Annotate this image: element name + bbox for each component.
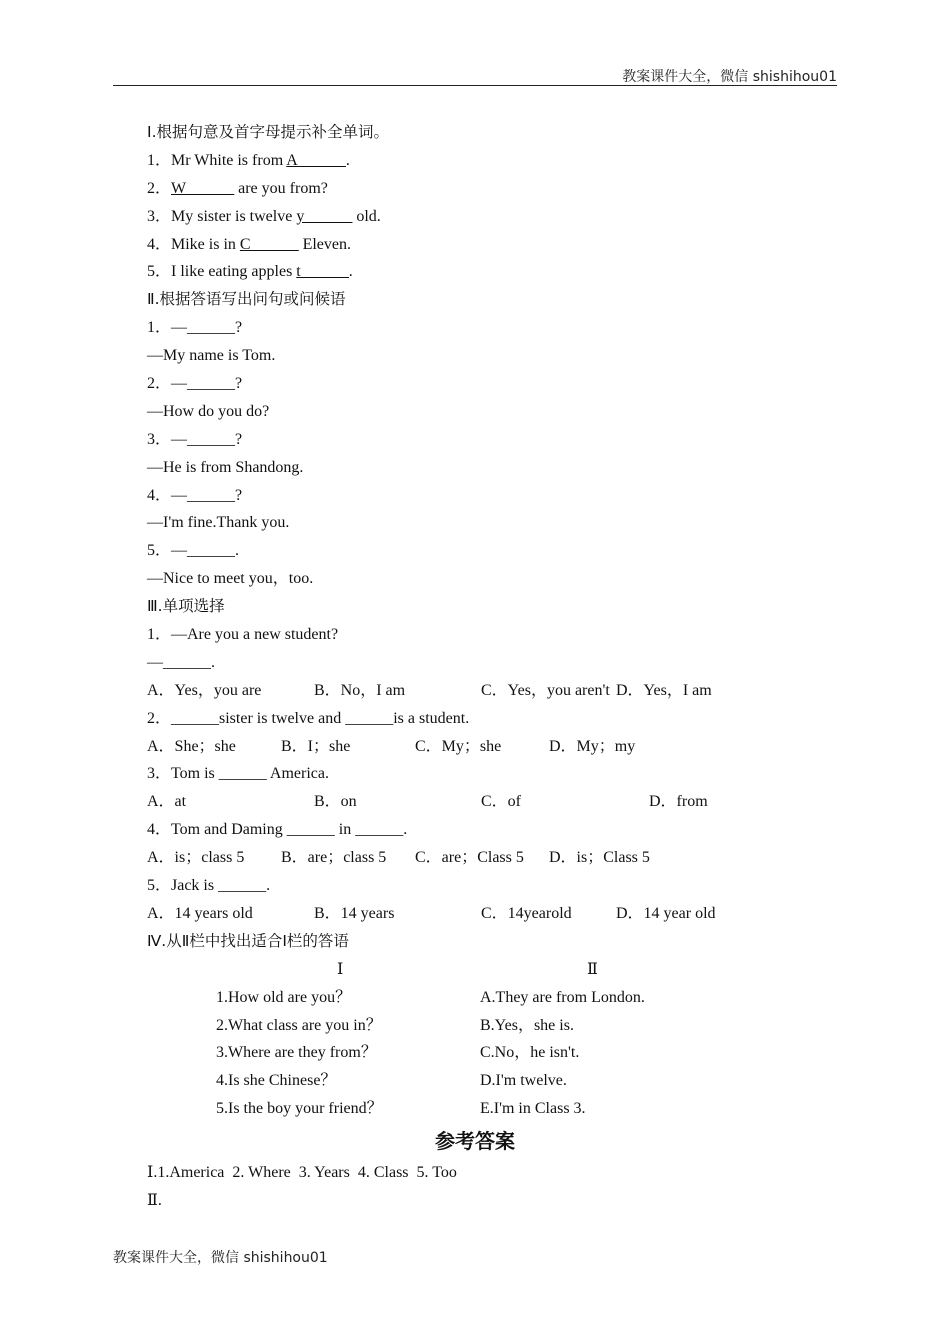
option: C．are；Class 5 [415,849,524,867]
answer-key-title: 参考答案 [435,1129,515,1154]
option-row [147,677,847,705]
match-row [147,1095,847,1123]
option: B．No，I am [314,681,406,699]
match-question: 5.Is the boy your friend？ [216,1100,383,1118]
option-row [147,900,847,928]
column-2-heading: Ⅱ [587,960,598,978]
answer-line: Ⅱ. [147,1191,162,1209]
option: C．14yearold [481,904,572,922]
match-answer: E.I'm in Class 3. [480,1100,586,1118]
section4-title: Ⅳ.从Ⅱ栏中找出适合Ⅰ栏的答语 [147,931,349,950]
section3-title: Ⅲ.单项选择 [147,597,225,616]
option: A．is；class 5 [147,849,245,867]
section1-item: 4．Mike is in C______ Eleven. [147,235,351,253]
match-answer: B.Yes，she is. [480,1016,574,1034]
section1-title: Ⅰ.根据句意及首字母提示补全单词。 [147,123,389,141]
option: D．My；my [549,737,636,755]
section2-line: 1．—______? [147,319,243,337]
match-question: 3.Where are they from？ [216,1044,377,1062]
option: C．of [481,793,522,811]
header-divider [113,85,837,86]
question-stem: 1．—Are you a new student? [147,626,339,644]
option-row [147,844,847,872]
section2-line: —I'm fine.Thank you. [147,514,290,532]
section2-line: —He is from Shandong. [147,458,304,476]
page-header: 教案课件大全，微信 shishihou01 [622,69,837,85]
match-answer: C.No，he isn't. [480,1044,580,1062]
section1-item: 2．W______ are you from? [147,179,328,197]
section1-item: 1．Mr White is from A______. [147,151,350,169]
column-1-heading: Ⅰ [337,960,344,978]
answer-line: Ⅰ.1.America 2. Where 3. Years 4. Class 5. Too [147,1164,457,1182]
section1-item: 5．I like eating apples t______. [147,263,353,281]
match-row [147,1012,847,1040]
option: C．Yes，you aren't [481,681,610,699]
option: D．14 year old [616,904,716,922]
section2-line: 5．—______. [147,542,240,560]
match-row [147,1067,847,1095]
option: A．at [147,793,187,811]
match-question: 2.What class are you in？ [216,1016,382,1034]
match-question: 1.How old are you？ [216,988,352,1006]
question-stem: 3．Tom is ______ America. [147,765,329,783]
option: B．I；she [281,737,351,755]
document-body [147,119,847,1215]
question-stem: 2．______sister is twelve and ______is a student. [147,709,470,727]
question-stem: 5．Jack is ______. [147,877,271,895]
section2-line: —Nice to meet you，too. [147,570,314,588]
section2-title: Ⅱ.根据答语写出问句或问候语 [147,290,346,309]
match-row [147,984,847,1012]
section1-item: 3．My sister is twelve y______ old. [147,207,381,225]
option: D．Yes，I am [616,681,712,699]
option: A．She；she [147,737,236,755]
match-answer: D.I'm twelve. [480,1072,567,1090]
match-row [147,1039,847,1067]
question-stem: —______. [147,653,215,671]
section2-line: —How do you do? [147,402,270,420]
match-question: 4.Is she Chinese？ [216,1072,337,1090]
option: B．are；class 5 [281,849,387,867]
option: B．14 years [314,904,395,922]
page-footer: 教案课件大全，微信 shishihou01 [113,1250,328,1266]
option: C．My；she [415,737,502,755]
section2-line: 4．—______? [147,486,243,504]
section2-line: —My name is Tom. [147,347,276,365]
option: B．on [314,793,357,811]
option: A．14 years old [147,904,253,922]
match-answer: A.They are from London. [480,988,645,1006]
option-row [147,788,847,816]
match-header [147,956,847,984]
section2-line: 2．—______? [147,375,243,393]
option: D．from [649,793,708,811]
question-stem: 4．Tom and Daming ______ in ______. [147,821,408,839]
option: A．Yes，you are [147,681,262,699]
option-row [147,733,847,761]
option: D．is；Class 5 [549,849,650,867]
section2-line: 3．—______? [147,430,243,448]
